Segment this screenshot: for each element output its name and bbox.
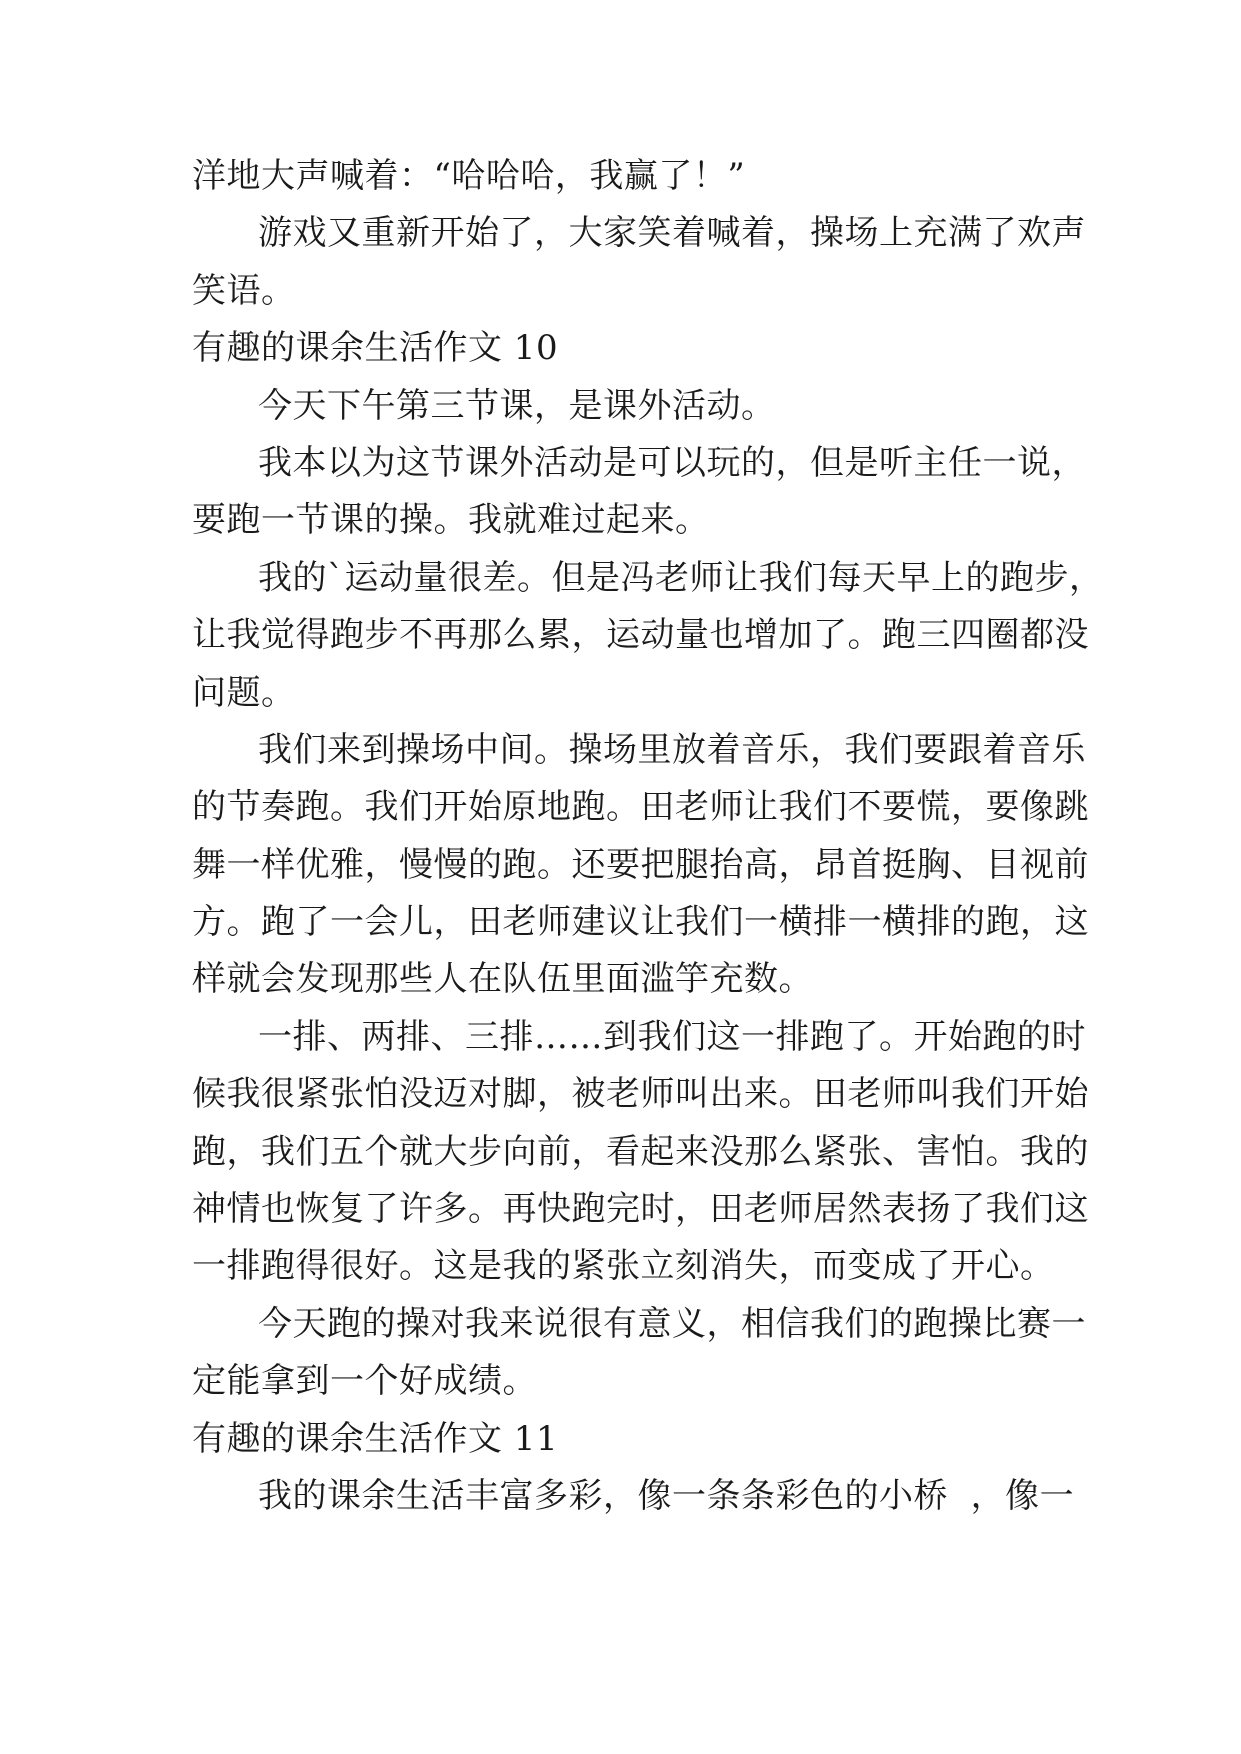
text-line: 让我觉得跑步不再那么累，运动量也增加了。跑三四圈都没 [192, 615, 1089, 656]
text-line: 洋地大声喊着：“哈哈哈，我赢了！” [192, 156, 746, 196]
text-line: 我的`运动量很差。但是冯老师让我们每天早上的跑步， [258, 557, 1104, 598]
text-line: 神情也恢复了许多。再快跑完时，田老师居然表扬了我们这 [192, 1189, 1089, 1230]
text-line: 的节奏跑。我们开始原地跑。田老师让我们不要慌，要像跳 [192, 787, 1089, 828]
text-line: 今天跑的操对我来说很有意义，相信我们的跑操比赛一 [258, 1303, 1086, 1344]
text-line: 笑语。 [192, 270, 296, 311]
text-line: 一排、两排、三排……到我们这一排跑了。开始跑的时 [258, 1016, 1086, 1057]
text-line: 问题。 [192, 672, 296, 713]
text-line: 一排跑得很好。这是我的紧张立刻消失，而变成了开心。 [192, 1246, 1055, 1287]
section-heading: 有趣的课余生活作文 11 [192, 1418, 559, 1459]
text-line: 跑，我们五个就大步向前，看起来没那么紧张、害怕。我的 [192, 1131, 1089, 1172]
text-line: 候我很紧张怕没迈对脚，被老师叫出来。田老师叫我们开始 [192, 1074, 1089, 1115]
document-page [192, 148, 1104, 1525]
text-line: 我的课余生活丰富多彩，像一条条彩色的小桥 ，像一 [258, 1475, 1075, 1516]
text-line: 今天下午第三节课，是课外活动。 [258, 385, 776, 426]
section-heading: 有趣的课余生活作文 10 [192, 328, 559, 369]
text-line: 样就会发现那些人在队伍里面滥竽充数。 [192, 959, 813, 1000]
text-line: 舞一样优雅，慢慢的跑。还要把腿抬高，昂首挺胸、目视前 [192, 844, 1089, 885]
text-line: 我们来到操场中间。操场里放着音乐，我们要跟着音乐 [258, 729, 1086, 770]
text-line: 游戏又重新开始了，大家笑着喊着，操场上充满了欢声 [258, 213, 1086, 254]
text-line: 方。跑了一会儿，田老师建议让我们一横排一横排的跑，这 [192, 902, 1089, 943]
text-line: 定能拿到一个好成绩。 [192, 1361, 537, 1402]
text-line: 我本以为这节课外活动是可以玩的，但是听主任一说， [258, 442, 1086, 483]
text-line: 要跑一节课的操。我就难过起来。 [192, 500, 710, 541]
